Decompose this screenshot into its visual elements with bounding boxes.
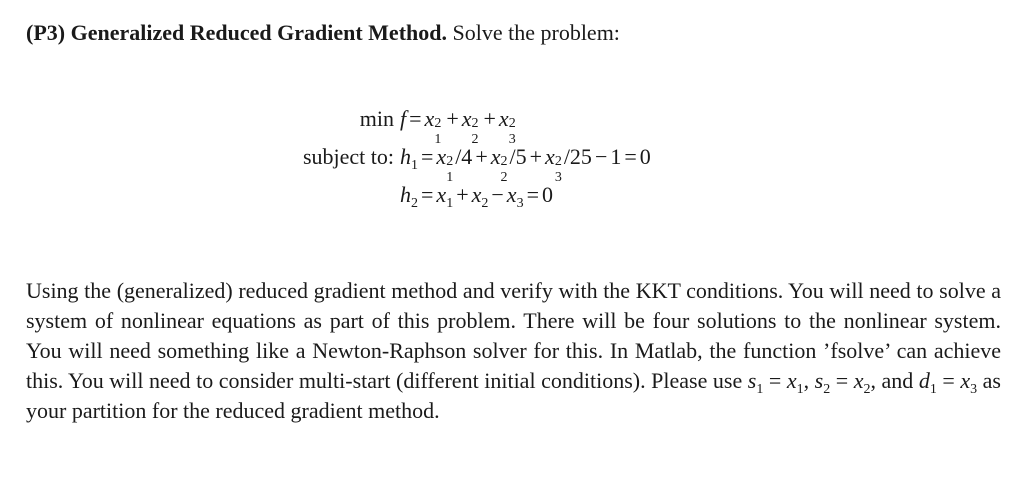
constraint-label: subject to: xyxy=(302,144,394,169)
problem-heading xyxy=(26,20,620,46)
description-text-2: as your partition for the reduced gradient method. xyxy=(26,368,1001,423)
objective-equation: f = x 2 1 + x 2 2 + x 2 3 xyxy=(400,106,516,147)
constraint-h2-equation: $h_2 = x_1 + x_2 - x_3 = 0$ xyxy=(400,182,553,211)
problem-label: (P3) Generalized Reduced Gradient Method. xyxy=(26,20,447,45)
optimization-formulation xyxy=(0,100,1026,214)
constraint-h2-row xyxy=(0,176,1026,214)
constraint-h1-row xyxy=(0,138,1026,185)
objective-label: min xyxy=(359,106,394,131)
constraint-h1-equation: $h_1 = x$ 2 1 /4 + x 2 2 /5 + x 2 3 /25 − 1 = 0 xyxy=(400,144,651,185)
description-text-1: Using the (generalized) reduced gradient method and verify with the KKT conditions. You will need to solve a system of nonlinear equations as part of this problem. There will be four solutions to the nonlinear system. You will need something like a Newton-Raphson solver for this. In Matlab, the function ’fsolve’ can achieve this. You will need to consider multi-start (different initial conditions). Please use xyxy=(26,278,1001,393)
objective-row xyxy=(0,100,1026,147)
problem-description xyxy=(26,276,1001,426)
problem-instruction: Solve the problem: xyxy=(452,20,620,45)
partition-math: $s_1 = x_1$, $s_2 = x_2$, and $d_1 = x_3$ xyxy=(747,368,978,397)
